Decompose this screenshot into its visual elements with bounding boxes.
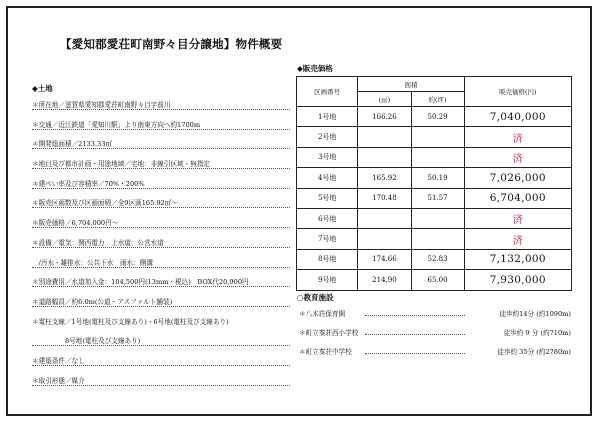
table-row	[297, 249, 572, 269]
lot-number-cell: 8号地	[297, 249, 358, 269]
sold-status-cell: 済	[464, 127, 571, 147]
land-section-heading: ◆土地	[32, 84, 53, 93]
area-sqm-cell: 166.26	[358, 107, 411, 127]
spec-item	[32, 274, 290, 294]
dotted-leader	[32, 109, 290, 110]
spec-item	[32, 215, 290, 235]
dotted-leader	[32, 168, 290, 169]
sold-status-cell: 済	[464, 229, 571, 249]
area-tsubo-cell: 51.57	[411, 188, 464, 208]
spec-item-text: ＊建ぺい率及び容積率／70%・200%	[32, 179, 145, 188]
school-distance: 徒歩約 9 分 (約710m)	[503, 329, 571, 337]
dotted-leader	[32, 267, 290, 268]
table-row	[297, 270, 572, 290]
spec-item-text: /汚水・雑排水：公共下水 雨水：側溝	[32, 258, 153, 267]
spec-item	[32, 255, 290, 275]
spec-item-text: ＊地目及び都市計画・用途地域／宅地：非線引区域・無指定	[32, 160, 211, 169]
table-row	[297, 127, 572, 147]
spec-item	[32, 117, 290, 137]
dotted-leader	[32, 129, 290, 130]
school-name: ＊八木荘保育園	[299, 310, 346, 318]
spec-item-text: ＊電柱支線／1号地(電柱及び支線あり)・6号地(電柱及び支線あり)	[32, 317, 229, 326]
dotted-leader	[32, 345, 290, 346]
spec-item-text: 8号地(電柱及び支線あり)	[32, 337, 141, 346]
area-sqm-cell	[358, 208, 411, 228]
dotted-leader	[32, 247, 290, 248]
table-row	[297, 229, 572, 249]
area-tsubo-cell	[411, 127, 464, 147]
table-row	[297, 208, 572, 228]
spec-item-text: ＊取引形態／媒介	[32, 376, 85, 385]
dotted-leader	[365, 353, 465, 354]
sold-status-cell: 済	[464, 208, 571, 228]
lot-number-cell: 1号地	[297, 107, 358, 127]
lot-number-cell: 5号地	[297, 188, 358, 208]
area-sqm-cell: 165.92	[358, 168, 411, 188]
area-tsubo-cell: 65.00	[411, 270, 464, 290]
price-cell: 7,040,000	[464, 107, 571, 127]
header-price: 販売価格(円)	[464, 77, 571, 107]
dotted-leader	[32, 286, 290, 287]
lot-table-body	[297, 107, 572, 291]
spec-item	[32, 333, 290, 353]
lot-number-cell: 6号地	[297, 208, 358, 228]
school-item	[299, 325, 571, 344]
lot-number-cell: 7号地	[297, 229, 358, 249]
spec-item	[32, 176, 290, 196]
spec-item	[32, 195, 290, 215]
dotted-leader	[32, 188, 290, 189]
area-sqm-cell: 170.48	[358, 188, 411, 208]
area-tsubo-cell: 50.29	[411, 107, 464, 127]
school-item	[299, 306, 571, 325]
sales-section-heading: ◆販売価格	[297, 64, 333, 73]
dotted-leader	[32, 207, 290, 208]
spec-item	[32, 373, 290, 393]
spec-item	[32, 294, 290, 314]
spec-item	[32, 97, 290, 117]
area-sqm-cell: 214.90	[358, 270, 411, 290]
header-area-tsubo: 約(坪)	[411, 92, 464, 107]
dotted-leader	[32, 385, 290, 386]
table-row	[297, 107, 572, 127]
area-sqm-cell	[358, 127, 411, 147]
header-area: 面積	[358, 77, 464, 92]
spec-item-text: ＊販売価格／6,704,000円～	[32, 219, 119, 228]
price-cell: 7,930,000	[464, 270, 571, 290]
dotted-leader	[32, 148, 290, 149]
header-lot-number: 区画番号	[297, 77, 358, 107]
area-sqm-cell	[358, 229, 411, 249]
area-sqm-cell: 174.66	[358, 249, 411, 269]
lot-number-cell: 4号地	[297, 168, 358, 188]
spec-item	[32, 235, 290, 255]
spec-item-text: ＊建築条件／なし	[32, 356, 85, 365]
dotted-leader	[365, 334, 465, 335]
education-section-heading: ○教育施設	[297, 293, 334, 302]
area-sqm-cell	[358, 147, 411, 167]
lot-number-cell: 3号地	[297, 147, 358, 167]
spec-item	[32, 314, 290, 334]
spec-item	[32, 136, 290, 156]
area-tsubo-cell: 52.83	[411, 249, 464, 269]
dotted-leader	[32, 365, 290, 366]
school-name: ＊町立秦荘西小学校	[299, 329, 359, 337]
dotted-leader	[32, 227, 290, 228]
page-title: 【愛知郡愛荘町南野々目分譲地】物件概要	[60, 37, 283, 51]
spec-item-text: ＊交通／近江鉄道「愛知川駅」より南東方向へ約1700m	[32, 120, 201, 129]
table-row	[297, 168, 572, 188]
dotted-leader	[32, 306, 290, 307]
school-name: ＊町立秦荘中学校	[299, 348, 352, 356]
sold-status-cell: 済	[464, 147, 571, 167]
price-cell: 6,704,000	[464, 188, 571, 208]
spec-item	[32, 156, 290, 176]
area-tsubo-cell	[411, 147, 464, 167]
spec-list	[32, 97, 290, 392]
lot-number-cell: 9号地	[297, 270, 358, 290]
header-area-sqm: (㎡)	[358, 92, 411, 107]
table-row	[297, 147, 572, 167]
price-cell: 7,026,000	[464, 168, 571, 188]
spec-item	[32, 353, 290, 373]
table-row	[297, 188, 572, 208]
spec-item-text: ＊設備／電気：関西電力 上水道：公営水道	[32, 238, 164, 247]
spec-item-text: ＊別途費用／水道加入金：104,500円(13mm・税込) BOX代20,900円	[32, 278, 249, 287]
area-tsubo-cell	[411, 229, 464, 249]
price-cell: 7,132,000	[464, 249, 571, 269]
school-item	[299, 344, 571, 363]
school-distance: 徒歩約14分 (約1090m)	[499, 310, 571, 318]
spec-item-text: ＊道路幅員／約6.0m(公道・アスファルト舗装)	[32, 297, 173, 306]
lot-number-cell: 2号地	[297, 127, 358, 147]
dotted-leader	[365, 315, 465, 316]
area-tsubo-cell	[411, 208, 464, 228]
lot-price-table	[296, 76, 572, 291]
spec-item-text: ＊販売区画数及び区画面積／全9区画165.92㎡～	[32, 199, 178, 208]
school-distance: 徒歩約 35分 (約2780m)	[497, 348, 571, 356]
spec-item-text: ＊所在地／滋賀県愛知郡愛荘町南野々目字前川	[32, 101, 171, 109]
spec-item-text: ＊開発総面積／2133.33㎡	[32, 140, 113, 149]
school-list	[299, 306, 571, 363]
area-tsubo-cell: 50.19	[411, 168, 464, 188]
